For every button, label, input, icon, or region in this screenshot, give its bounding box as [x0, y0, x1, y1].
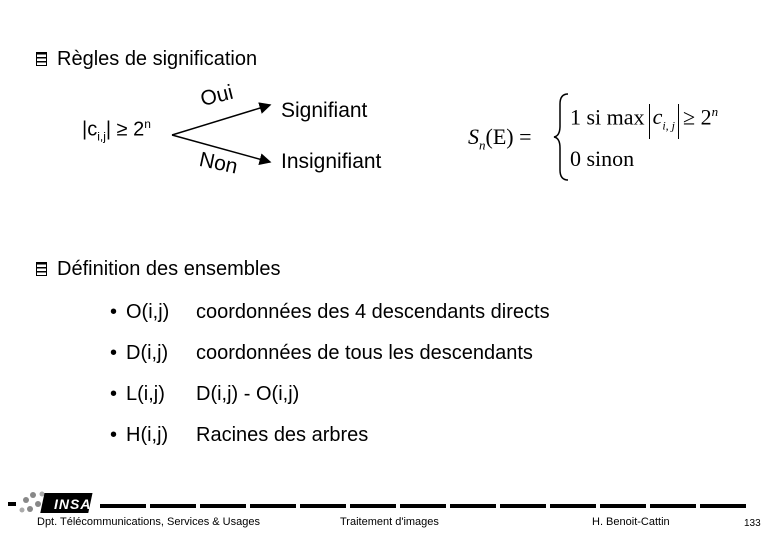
item-term: O(i,j) — [126, 301, 170, 323]
footer-rule — [100, 504, 746, 508]
formula-arg: (E) = — [485, 124, 532, 149]
section-heading-sets — [36, 258, 280, 281]
footer-department: Dpt. Télécommunications, Services & Usages — [37, 516, 260, 528]
item-description: coordonnées de tous les descendants — [196, 342, 533, 364]
item-description: coordonnées des 4 descendants directs — [196, 301, 550, 323]
result-significant: Signifiant — [281, 99, 368, 122]
bullet-dot: • — [110, 342, 118, 364]
bullet-dot: • — [110, 301, 118, 323]
formula-lhs — [468, 124, 532, 153]
page-number: 133 — [744, 518, 761, 529]
section-heading-rules — [36, 48, 257, 71]
formula-sub: i, j — [662, 118, 675, 133]
item-term: L(i,j) — [126, 383, 165, 405]
condition-sub: i,j — [97, 129, 106, 144]
formula-sup: n — [711, 104, 719, 119]
section-title-sets: Définition des ensembles — [57, 258, 281, 280]
significance-condition — [82, 117, 151, 144]
item-description: Racines des arbres — [196, 424, 369, 446]
condition-ge: | ≥ 2 — [105, 118, 145, 141]
formula-line1 — [570, 104, 718, 139]
bullet-icon — [36, 262, 47, 276]
formula-n: n — [479, 137, 486, 153]
arrow-yes — [172, 105, 270, 135]
formula-line1-a: 1 si max — [570, 104, 645, 130]
section-title-rules: Règles de signification — [57, 48, 258, 70]
formula-s: S — [468, 124, 479, 149]
result-insignificant: Insignifiant — [281, 150, 382, 173]
list-item — [110, 342, 533, 365]
list-item — [110, 301, 550, 324]
branch-label-yes: Oui — [198, 80, 236, 112]
item-description: D(i,j) - O(i,j) — [196, 383, 300, 405]
item-term: H(i,j) — [126, 424, 169, 446]
item-term: D(i,j) — [126, 342, 169, 364]
branch-label-no: Non — [197, 148, 240, 179]
footer-course: Traitement d'images — [340, 516, 439, 528]
footer-author: H. Benoit-Cattin — [592, 516, 670, 528]
formula-abs — [649, 104, 679, 138]
bullet-dot: • — [110, 424, 118, 446]
list-item — [110, 383, 299, 406]
bullet-dot: • — [110, 383, 118, 405]
list-item — [110, 424, 368, 447]
bullet-icon — [36, 52, 47, 66]
condition-sup: n — [144, 117, 151, 131]
formula-line1-b: ≥ 2 — [683, 104, 712, 130]
formula-line2: 0 sinon — [570, 146, 635, 171]
formula-c: c — [652, 104, 663, 130]
insa-logo-text: INSA — [54, 496, 92, 512]
condition-c: |c — [82, 118, 98, 141]
